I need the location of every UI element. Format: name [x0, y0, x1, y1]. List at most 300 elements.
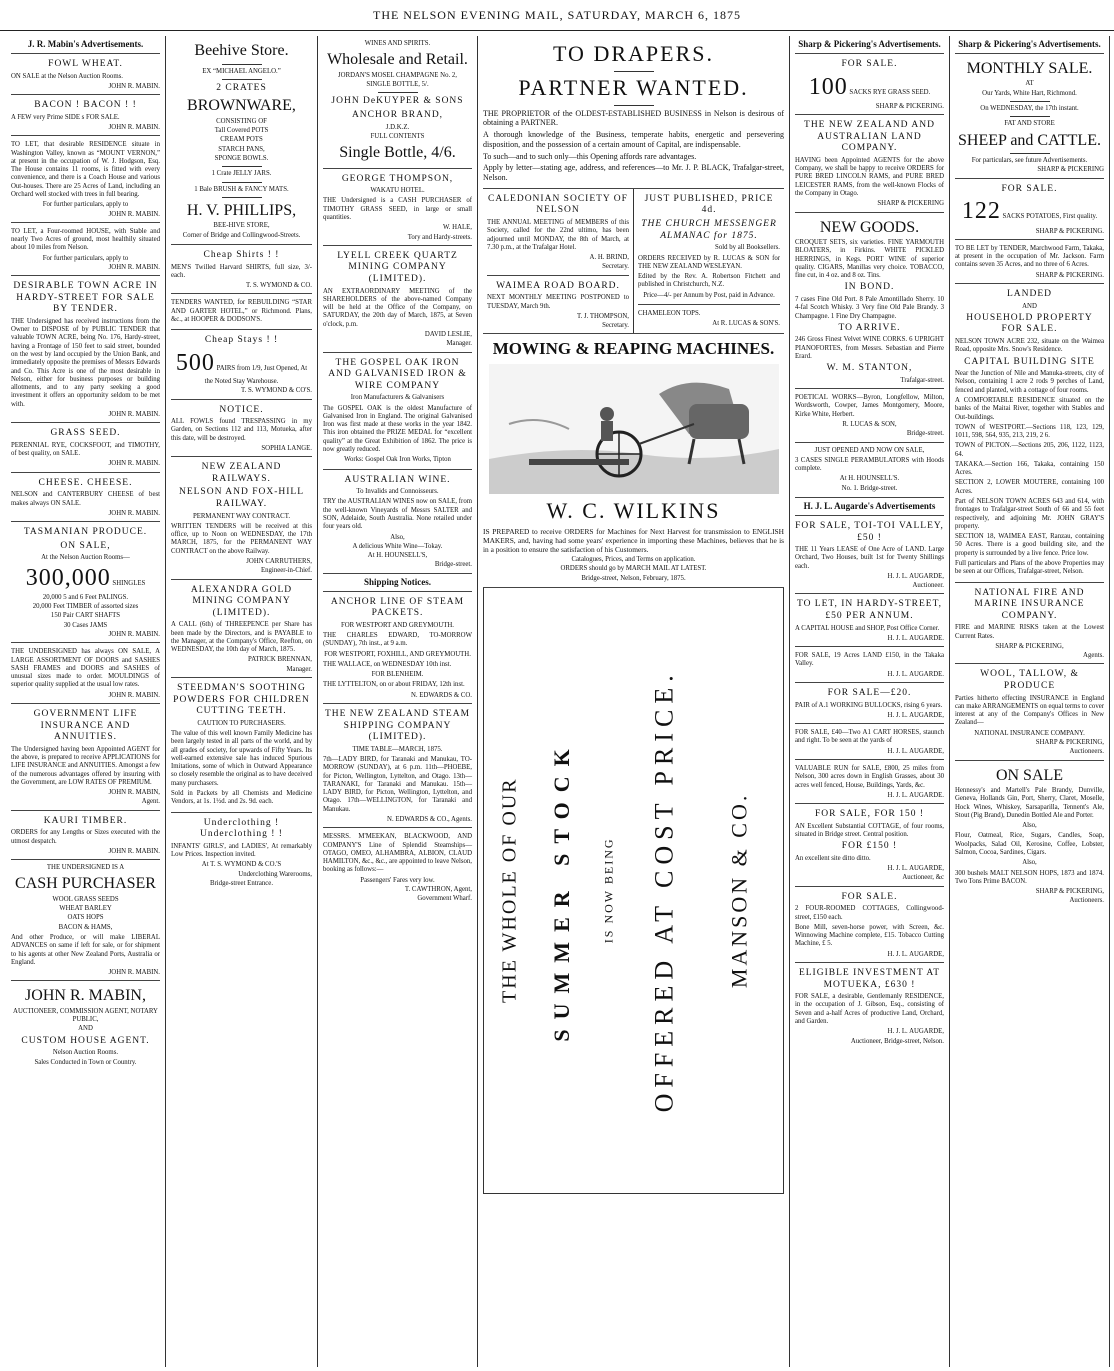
- ad-signature: H. J. L. AUGARDE,: [887, 950, 944, 958]
- ad-body: THE Undersigned is a CASH PURCHASER of TIMOTHY GRASS SEED, in large or small quantities.: [323, 197, 472, 222]
- ad-body: THE CHARLES EDWARD, TO-MORROW (SUNDAY), 7th inst., at 9 a.m.: [323, 632, 472, 648]
- ad-body: TOWN of PICTON.—Sections 205, 206, 1122, 1123, 64.: [955, 442, 1104, 458]
- ad-line: On WEDNESDAY, the 17th instant.: [980, 105, 1079, 113]
- ad-marchwood-farm: [955, 240, 1104, 284]
- ad-body: THE LYTTELTON, on or about FRIDAY, 12th inst.: [323, 681, 465, 689]
- ad-title: NEW ZEALAND RAILWAYS.: [201, 462, 282, 484]
- ad-gospel-oak: [323, 353, 472, 470]
- ad-body: Hennessy's and Martell's Pale Brandy, Dunville, Geneva, Hollands Gin, Port, Sherry, Claret, Moselle, Hock Wines, Whiskey, Sarsaparilla, Tennent's Ale, Stout (Pig Brand), Dunedin Bottled Ale and Porter.: [955, 787, 1104, 819]
- ad-fowl-wheat: [11, 54, 160, 95]
- ad-notice-fowls: [171, 400, 312, 458]
- ad-title: WAIMEA ROAD BOARD.: [496, 280, 620, 291]
- vertical-line-5: MANSON & CO.: [726, 792, 752, 989]
- ad-title: FOR SALE.: [841, 58, 898, 69]
- ad-title-big: Single Bottle, 4/6.: [339, 144, 456, 162]
- ad-signature: JOHN R. MABIN.: [108, 210, 160, 218]
- ad-body: 7th—LADY BIRD, for Taranaki and Manukau, TO-MORROW (SUNDAY), at 6 p.m. 11th—PHOEBE, for Picton, Wellington, Lyttelton, and Otago. 13th—TARANAKI, for Taranaki and Manukau. 15th—LADY BIRD, for Picton, Wellington, Lyttelton, and Otago. 17th—WELLINGTON, for Taranaki and Manukau.: [323, 756, 472, 813]
- vertical-line-3: IS NOW BEING: [601, 837, 616, 944]
- ad-signature: JOHN R. MABIN.: [108, 969, 160, 977]
- section-head: J. R. Mabin's Advertisements.: [11, 36, 160, 54]
- ad-line: 20,000 Feet TIMBER of assorted sizes: [32, 603, 139, 611]
- ad-body: An excellent site ditto ditto.: [795, 854, 871, 862]
- ad-body: IS PREPARED to receive ORDERS for Machines for Next Harvest for transmission to ENGLISH MAKERS, and, having had some years' experience in importing these Machines, believes that he is in a position to ensure the satisfaction of his Customers.: [483, 527, 784, 555]
- ad-signature: SHARP & PICKERING,: [1035, 888, 1104, 896]
- ad-body: Apply by letter—stating age, address, and references—to Mr. J. P. BLACK, Trafalgar-street, Nelson.: [483, 163, 784, 183]
- ad-line: ANCHOR BRAND,: [351, 109, 444, 120]
- ad-anchor-line: [323, 592, 472, 704]
- ad-line: WINES AND SPIRITS.: [364, 40, 431, 47]
- ad-line: FOR WESTPORT, FOXHILL, AND GREYMOUTH.: [324, 650, 471, 658]
- ad-body: Full particulars and Plans of the above Properties may be seen at our Offices, Trafalgar-street, Nelson.: [955, 560, 1104, 576]
- ad-title: CASH PURCHASER: [15, 875, 156, 893]
- column-mabin: [6, 36, 166, 1367]
- ad-signature: JOHN R. MABIN.: [108, 263, 160, 271]
- ad-body: Sold in Packets by all Chemists and Medicine Vendors, at 1s. 1½d. and 2s. 9d. each.: [171, 790, 312, 806]
- ad-subtitle: CAUTION TO PURCHASERS.: [197, 719, 286, 727]
- ad-signature: H. J. L. AUGARDE,: [887, 711, 944, 719]
- ad-monthly-sale: [955, 54, 1104, 179]
- ad-signature: At T. S. WYMOND & CO.'S: [201, 861, 282, 869]
- ad-title: ELIGIBLE INVESTMENT AT MOTUEKA, £630 !: [798, 967, 941, 990]
- ad-title-big: SHEEP and CATTLE.: [958, 131, 1101, 149]
- ad-takaka-land: [795, 647, 944, 683]
- ad-line: BEE-HIVE STORE,: [213, 222, 270, 230]
- ad-line: 20,000 5 and 6 Feet PALINGS.: [42, 593, 129, 601]
- ad-mmeekan-blackwood: [323, 828, 472, 906]
- ad-line: FULL CONTENTS: [370, 132, 425, 140]
- ad-body: NELSON and CANTERBURY CHEESE of best makes always ON SALE.: [11, 491, 160, 507]
- ad-line: OATS HOPS: [67, 914, 104, 922]
- ad-title: NEW GOODS.: [819, 218, 920, 236]
- ad-title: H. V. PHILLIPS,: [186, 201, 297, 219]
- ad-signature-role: Auctioneers.: [1069, 897, 1104, 905]
- ad-body: 300 bushels MALT NELSON HOPS, 1873 and 1874. Two Tons Prime BACON.: [955, 869, 1104, 885]
- ad-line: 2 CRATES: [216, 82, 267, 93]
- ad-body: ORDERS for any Lengths or Sizes executed with the utmost despatch.: [11, 829, 160, 845]
- ad-big-number: 100: [808, 73, 848, 100]
- ad-body: SECTION 2, LOWER MOUTERE, containing 100 Acres.: [955, 479, 1104, 495]
- ad-title: MONTHLY SALE.: [966, 59, 1093, 77]
- ad-line: SHINGLES: [112, 579, 146, 587]
- ad-signature-role: Engineer-in-Chief.: [260, 567, 312, 575]
- ad-partner-wanted: [483, 36, 784, 189]
- ad-body: AN EXTRAORDINARY MEETING of the SHAREHOLDERS of the above-named Company will be held at the Office of the Company, on SATURDAY, the 20th day of March, 1875, at Seven o'clock, p.m.: [323, 287, 472, 328]
- ad-body: A thorough knowledge of the Business, temperate habits, energetic and persevering disposition, and the possession of a certain amount of Capital, are indispensable.: [483, 130, 784, 149]
- ad-line: CREAM POTS: [220, 136, 263, 144]
- ad-note: For further particulars, apply to: [42, 254, 129, 262]
- ad-valuable-run: [795, 760, 944, 804]
- ad-landed-property: [955, 284, 1104, 583]
- ad-national-fire-marine: [955, 583, 1104, 665]
- ad-body: A FEW very Prime SIDE s FOR SALE.: [11, 113, 120, 121]
- ad-title: FOR SALE, FOR 150 !: [815, 809, 924, 820]
- vertical-line-2: SUMMER STOCK: [548, 739, 574, 1042]
- ad-signature-role: Tory and Hardy-streets.: [407, 233, 472, 241]
- ad-title: FOR SALE.: [1001, 183, 1058, 194]
- ad-to-let-house: [11, 223, 160, 276]
- section-head: Sharp & Pickering's Advertisements.: [795, 36, 944, 54]
- ad-line: WHEAT BARLEY: [59, 905, 112, 913]
- ad-signature: H. J. L. AUGARDE.: [887, 634, 944, 642]
- ad-subtitle: NELSON AND FOX-HILL RAILWAY.: [178, 487, 305, 510]
- ad-subtitle: TO ARRIVE.: [838, 322, 901, 333]
- ad-george-thompson: [323, 169, 472, 246]
- ad-line: Also,: [1022, 822, 1037, 830]
- ad-title-big: BROWNWARE,: [187, 97, 296, 115]
- ad-note: Passengers' Fares very low.: [360, 876, 435, 884]
- ad-big-number: 500: [175, 349, 215, 376]
- ad-line: AND: [1022, 302, 1037, 310]
- ad-grass-seed: [11, 423, 160, 472]
- ad-subtitle: IN BOND.: [844, 282, 895, 293]
- ad-signature: JOHN R. MABIN,: [108, 789, 160, 797]
- ad-signature-role: Manager.: [286, 665, 312, 673]
- ad-signature: JOHN R. MABIN.: [108, 691, 160, 699]
- ad-signature: SHARP & PICKERING,: [1035, 738, 1104, 746]
- ad-body: THE WALLACE, on WEDNESDAY 10th inst.: [323, 660, 452, 668]
- ad-signature-role: Agents.: [1083, 652, 1104, 660]
- ad-signature-role: Manager.: [446, 340, 472, 348]
- ad-line: CUSTOM HOUSE AGENT.: [21, 1035, 150, 1046]
- ad-cheese: [11, 473, 160, 522]
- ad-title: STEEDMAN'S SOOTHING POWDERS FOR CHILDREN CUTTING TEETH.: [173, 683, 310, 717]
- ad-body: SECTION 18, WAIMEA EAST, Ranzau, containing 50 Acres. There is a good building site, and the property is surrounded by a live fence. Price low.: [955, 533, 1104, 557]
- ad-body: The GOSPEL OAK is the oldest Manufacture of Galvanised Iron in England. The original Galvanised Iron was first made at these works in the year 1842. This iron obtained the PRIZE MEDAL for “excellent quality” at the Great Exhibition of 1862. The price is now greatly reduced.: [323, 404, 472, 453]
- ad-title: NATIONAL FIRE AND MARINE INSURANCE COMPANY.: [974, 587, 1085, 621]
- ad-title: TO LET, IN HARDY-STREET, £50 PER ANNUM.: [796, 599, 943, 622]
- ad-signature-role: No. 1. Bridge-street.: [841, 484, 898, 492]
- ad-signature: JOHN R. MABIN.: [108, 847, 160, 855]
- ad-line: STARCH PANS,: [218, 145, 265, 153]
- two-column-notices: [483, 189, 784, 335]
- ad-summer-stock: [483, 588, 784, 1194]
- ad-title: Wholesale and Retail.: [327, 51, 468, 69]
- ad-line: PERMANENT WAY CONTRACT.: [192, 512, 291, 520]
- ad-perambulators: [795, 443, 944, 498]
- ad-signature: H. J. L. AUGARDE,: [887, 747, 944, 755]
- ad-line: Tall Covered POTS: [214, 127, 269, 135]
- ad-body: CROQUET SETS, six varieties. FINE YARMOUTH BLOATERS, in Firkins. WHITE PICKLED HERRINGS, in Kegs. PORT WINE of superior quality. CIGARS, Manillas very choice. TOBACCO, fine cut, in 4 oz. and 8 oz. Tins.: [795, 239, 944, 280]
- ad-subtitle: WAKATU HOTEL.: [370, 187, 425, 195]
- ad-subtitle: ON SALE,: [60, 540, 111, 551]
- ad-government-life: [11, 704, 160, 811]
- ad-waimea-road-board: [487, 276, 629, 334]
- ad-body: NEXT MONTHLY MEETING POSTPONED to TUESDAY, March 9th.: [487, 294, 629, 310]
- ad-signature: SOPHIA LANGE.: [261, 445, 312, 453]
- ad-title: FOR SALE.: [841, 891, 898, 902]
- ad-body: FOR SALE, a desirable, Gentlemanly RESIDENCE, in the occupation of J. Gibson, Esq., consisting of Seven and a-half Acres of productive Land, Orchard, and Garden.: [795, 993, 944, 1025]
- ad-title: Underclothing ! Underclothing ! !: [200, 817, 283, 840]
- ad-body: And other Produce, or will make LIBERAL ADVANCES on same if left for sale, or for shipment to his agents at other New Zealand Ports, Australia or England.: [11, 933, 160, 966]
- ad-big-number: 122: [961, 198, 1001, 225]
- ad-title: PARTNER WANTED.: [518, 74, 749, 100]
- mowing-machine-illustration: [489, 364, 779, 494]
- ad-line: FOR BLENHEIM.: [371, 671, 424, 679]
- ad-body: Part of NELSON TOWN ACRES 643 and 614, with frontages to Trafalgar-street South of 66 and 55 feet respectively, and adjoining Mr. JOHN GRAY'S property.: [955, 498, 1104, 530]
- ad-title: TASMANIAN PRODUCE.: [23, 527, 148, 538]
- ad-body: TO LET, that desirable RESIDENCE situate in Washington Valley, known as “MOUNT VERNON,” at present in the occupation of W. J. Hodgson, Esq. The House contains 11 rooms, is fitted with every convenience, and there is a Coach House and various Out-houses. There are 25 Acres of Land, including an Orchard well stocked with trees in full bearing.: [11, 141, 160, 198]
- ad-title: LANDED: [1006, 288, 1053, 299]
- ad-body: MESSRS. M'MEEKAN, BLACKWOOD, AND COMPANY'S Line of Splendid Steamships—OTAGO, OMEO, ALHAMBRA, ALBION, CLAUD HAMILTON, &c., &c., are appointed to leave Nelson, booking as follows:—: [323, 833, 472, 874]
- ad-body: Parties hitherto effecting INSURANCE in England can make ARRANGEMENTS on equal terms to cover interest at any of the Company's Offices in New Zealand—: [955, 694, 1104, 727]
- ad-body: TAKAKA.—Section 166, Takaka, containing 150 Acres.: [955, 460, 1104, 477]
- ad-signature: W. M. STANTON,: [826, 363, 913, 374]
- ad-caledonian-society: [487, 189, 629, 276]
- ad-body: PAIR of A.1 WORKING BULLOCKS, rising 6 years.: [795, 701, 943, 709]
- ad-title: GOVERNMENT LIFE INSURANCE AND ANNUITIES.: [33, 708, 138, 743]
- ad-body: A CALL (6th) of THREEPENCE per Share has been made by the Directors, and is PAYABLE to the Manager, at the Company's Office, Reefton, on WEDNESDAY, the 10th day of March, 1875.: [171, 621, 312, 654]
- ad-signature-role: Government Wharf.: [417, 895, 472, 903]
- ad-subtitle: CAPITAL BUILDING SITE: [964, 356, 1095, 367]
- ad-line: NATIONAL INSURANCE COMPANY.: [974, 729, 1085, 737]
- ad-signature: T. S. WYMOND & CO.: [245, 282, 312, 290]
- ad-body: THE Undersigned has received instructions from the Owner to DISPOSE of by PUBLIC TENDER that valuable TOWN ACRE, being No. 176, Hardy-street, having a Frontage of 150 feet to said street, bounded on the west by land occupied by the Union Bank, and immediately opposite the premises of Messrs Edwards and Co. This Acre is one of the most desirable in Nelson, either for business purposes or building allotments, and to any party seeking a good investment it offers an opportunity seldom to be met with.: [11, 317, 160, 408]
- ad-new-goods: [795, 213, 944, 390]
- ad-body: 246 Gross Finest Velvet WINE CORKS. 6 UPRIGHT PIANOFORTES, from Messrs. Sebastian and Pierre Erard.: [795, 336, 944, 360]
- ad-signature: N. EDWARDS & CO., Agents.: [387, 816, 472, 824]
- ad-title: THE GOSPEL OAK IRON AND GALVANISED IRON & WIRE COMPANY: [328, 357, 467, 391]
- ad-title: JUST PUBLISHED, PRICE 4d.: [644, 193, 774, 216]
- ad-signature: T. S. WYMOND & CO'S.: [240, 387, 312, 395]
- ad-title: TO DRAPERS.: [553, 41, 714, 66]
- ad-signature: At R. LUCAS & SON'S.: [712, 320, 780, 328]
- ad-title: THE NEW ZEALAND STEAM SHIPPING COMPANY (LIMITED).: [324, 709, 471, 743]
- ad-underclothing: [171, 813, 312, 893]
- ad-signature: JOHN R. MABIN.: [108, 411, 160, 419]
- ad-line: Sales Conducted in Town or Country.: [34, 1058, 137, 1066]
- ad-title: FOR SALE, TOI-TOI VALLEY, £50 !: [795, 520, 944, 543]
- ad-chameleon-tops: [638, 305, 780, 332]
- ad-line: CONSISTING OF: [216, 117, 267, 125]
- ad-body: 2 FOUR-ROOMED COTTAGES, Collingwood-street, £150 each.: [795, 905, 944, 921]
- ad-signature: R. LUCAS & SON,: [842, 420, 897, 428]
- ad-nz-steam-shipping: [323, 704, 472, 828]
- ad-line: FOR WESTPORT AND GREYMOUTH.: [340, 621, 454, 629]
- ad-title: BACON ! BACON ! !: [34, 100, 137, 111]
- ad-title: Cheap Stays ! !: [204, 335, 279, 346]
- ad-body: PAIRS from 1/9, Just Opened, At the Noted Stay Warehouse.: [204, 364, 308, 386]
- ad-title: FOWL WHEAT.: [48, 58, 123, 69]
- ad-signature: H. J. L. AUGARDE,: [887, 572, 944, 580]
- ad-signature: JOHN R. MABIN.: [108, 460, 160, 468]
- ad-body: Edited by the Rev. A. Robertson Fitchett and published in Christchurch, N.Z.: [638, 273, 780, 289]
- ad-signature: JOHN R. MABIN.: [108, 630, 160, 638]
- ad-title: CHEESE. CHEESE.: [38, 477, 133, 488]
- ad-signature: H. J. L. AUGARDE.: [887, 791, 944, 799]
- ad-signature: SHARP & PICKERING.: [875, 102, 944, 110]
- ad-signature-role: Agent.: [141, 798, 160, 806]
- ad-body: SACKS RYE GRASS SEED.: [849, 88, 931, 96]
- ad-body: VALUABLE RUN for SALE, £800, 25 miles from Nelson, 300 acres down in English Grasses, about 30 acres well fenced, House, Buildings, Yards, &c.: [795, 765, 944, 789]
- ad-body: POETICAL WORKS—Byron, Longfellow, Milton, Wordsworth, Cowper, James Montgomery, Moore, Kirke White, Herbert.: [795, 394, 944, 418]
- section-head: H. J. L. Augarde's Advertisements: [795, 498, 944, 516]
- ad-title: FOR SALE—£20.: [827, 688, 912, 699]
- ad-line: Catalogues, Prices, and Terms on application.: [571, 556, 696, 564]
- ad-signature: H. J. L. AUGARDE.: [887, 670, 944, 678]
- ad-body: THE PROPRIETOR of the OLDEST-ESTABLISHED BUSINESS in Nelson is desirous of obtaining a PARTNER.: [483, 108, 784, 128]
- ad-title: MOWING & REAPING MACHINES.: [492, 339, 775, 359]
- ad-signature: At H. HOUNSELL'S,: [367, 552, 428, 560]
- ad-cheap-shirts: [171, 245, 312, 294]
- ad-signature-role: Bridge-street.: [434, 561, 472, 569]
- ad-body: ALL FOWLS found TRESPASSING in my Garden, on Sections 112 and 113, Motueka, after this date, will be destroyed.: [171, 418, 312, 442]
- ad-signature: At H. HOUNSELL'S.: [839, 475, 900, 483]
- ad-body: A CAPITAL HOUSE and SHOP, Post Office Corner.: [795, 624, 940, 632]
- ad-cart-horses: [795, 724, 944, 760]
- ad-signature: SHARP & PICKERING: [877, 200, 944, 208]
- column-sharp-augarde: [790, 36, 950, 1367]
- ad-signature: JOHN CARRUTHERS,: [246, 558, 312, 566]
- ad-line: Corner of Bridge and Collingwood-Streets.: [182, 231, 301, 239]
- ad-mowing-reaping: [483, 334, 784, 588]
- ad-note: For further particulars, apply to: [42, 201, 129, 209]
- ad-line: Our Yards, White Hart, Richmond.: [982, 89, 1077, 97]
- ad-line: 1 Bale BRUSH & FANCY MATS.: [194, 185, 289, 193]
- ad-line: EX “MICHAEL ANGELO.”: [202, 67, 281, 75]
- ad-title: LYELL CREEK QUARTZ MINING COMPANY (LIMITED).: [337, 250, 458, 285]
- ad-cottages-bone-mill: [795, 887, 944, 963]
- ad-body: To such—and to such only—this Opening affords rare advantages.: [483, 151, 697, 161]
- ad-body: FOR SALE, £40—Two A1 CART HORSES, staunch and right. To be seen at the yards of: [795, 729, 944, 745]
- ad-body: NELSON TOWN ACRE 232, situate on the Waimea Road, opposite Mrs. Snow's Residence.: [955, 337, 1104, 354]
- ad-steedmans-powders: [171, 678, 312, 813]
- ad-body: ORDERS RECEIVED by R. LUCAS & SON for THE NEW ZEALAND WESLEYAN.: [638, 254, 780, 270]
- ad-title: ANCHOR LINE OF STEAM PACKETS.: [330, 596, 465, 619]
- ad-signature-role: Bridge-street Entrance.: [209, 879, 274, 887]
- ad-title: ON SALE: [995, 766, 1064, 784]
- ad-title-big: THE CHURCH MESSENGER ALMANAC for 1875.: [641, 219, 777, 241]
- ad-body: THE ANNUAL MEETING of MEMBERS of this Society, called for the 22nd ultimo, has been adjourned until MONDAY, the 8th of March, at 7.30 p.m., at the Trafalgar Hotel.: [487, 219, 629, 251]
- ad-title: THE NEW ZEALAND AND AUSTRALIAN LAND COMPANY.: [804, 120, 935, 154]
- ad-kauri-timber: [11, 811, 160, 860]
- ad-line: AUCTIONEER, COMMISSION AGENT, NOTARY PUBLIC,: [13, 1007, 158, 1024]
- ad-signature-role: Underclothing Warerooms,: [238, 870, 312, 878]
- ad-title: JOHN R. MABIN,: [25, 987, 146, 1005]
- ad-signature: A. H. BRIND,: [589, 254, 629, 262]
- ad-body: SACKS POTATOES, First quality.: [1002, 213, 1098, 221]
- ad-hardy-street-let: [795, 594, 944, 647]
- ad-body: TOWN of WESTPORT.—Sections 118, 123, 129, 1011, 598, 564, 935, 213, 219, 2 6.: [955, 423, 1104, 440]
- ad-line: SINGLE BOTTLE, 5/.: [366, 81, 429, 89]
- ad-body: A COMFORTABLE RESIDENCE situated on the banks of the Maitai River, together with Stables and Out-buildings.: [955, 396, 1104, 421]
- ad-signature: DAVID LESLIE,: [424, 331, 472, 338]
- ad-signature-role: Bridge-street.: [906, 430, 944, 438]
- ad-subtitle: TIME TABLE—MARCH, 1875.: [352, 745, 443, 753]
- ad-body: Flour, Oatmeal, Rice, Sugars, Candles, Soap, Woolpacks, Salad Oil, Kerosine, Coffee, Lobster, Salmon, Cocoa, Sardines, Cigars.: [955, 832, 1104, 857]
- ad-subtitle: FOR £150 !: [841, 841, 898, 852]
- ad-subtitle: To Invalids and Connoisseurs.: [356, 488, 439, 496]
- ad-line: THE UNDERSIGNED IS A: [46, 864, 125, 872]
- ad-body: AN Excellent Substantial COTTAGE, of four rooms, situated in Bridge street. Central position.: [795, 822, 944, 839]
- ad-title: HOUSEHOLD PROPERTY FOR SALE.: [966, 312, 1093, 335]
- ad-signature: JOHN R. MABIN.: [108, 509, 160, 517]
- ad-title: JUST OPENED AND NOW ON SALE,: [814, 446, 925, 454]
- ad-signature: PATRICK BRENNAN,: [248, 656, 312, 664]
- column-drapers-machines: [478, 36, 790, 1367]
- ad-cash-purchaser: [11, 860, 160, 981]
- ad-body: 7 cases Fine Old Port. 8 Pale Amontillado Sherry. 10 4-fal Scotch Whisky. 3 Very fine Old Pale Brandy. 3 Champagne. 1 Fine Dry Champagne.: [795, 296, 944, 320]
- ad-signature-role: Auctioneer.: [912, 582, 944, 590]
- ad-line: Also,: [1022, 859, 1037, 867]
- ad-title: ALEXANDRA GOLD MINING COMPANY (LIMITED).: [190, 584, 293, 618]
- ad-signature-role: Secretary.: [602, 263, 629, 271]
- ad-line: Price—4/- per Annum by Post, paid in Advance.: [643, 291, 775, 299]
- ad-line: Nelson Auction Rooms.: [52, 1049, 119, 1057]
- ad-line: 30 Cases JAMS: [63, 621, 108, 629]
- ad-title: AUSTRALIAN WINE.: [344, 474, 451, 485]
- ad-body: FOR SALE, 19 Acres LAND £150, in the Takaka Valley.: [795, 652, 944, 668]
- vertical-line-1: THE WHOLE OF OUR: [498, 777, 521, 1004]
- ad-body: CHAMELEON TOPS.: [638, 309, 701, 317]
- ad-signature: SHARP & PICKERING.: [1035, 271, 1104, 279]
- ad-body: TO LET, a Four-roomed HOUSE, with Stable and nearly Two Acres of ground, most healthily situated about 10 miles from Nelson.: [11, 227, 160, 252]
- ad-line: At the Nelson Auction Rooms—: [41, 554, 130, 562]
- ad-wines-spirits: [323, 36, 472, 169]
- ad-body: FIRE and MARINE RISKS taken at the Lowest Current Rates.: [955, 624, 1104, 640]
- ad-body: TO BE LET by TENDER, Marchwood Farm, Takaka, at present in the occupation of Mr. Jackson. Farm contains seven 35 Acres, and no three of 6 Acres.: [955, 244, 1104, 269]
- ad-line: BACON & HAMS,: [58, 923, 113, 931]
- ad-line: JOHN DeKUYPER & SONS: [331, 96, 464, 107]
- ad-body: WRITTEN TENDERS will be received at this office, up to Noon on WEDNESDAY, the 17th MARCH, 1875, for the PERMANENT WAY CONTRACT on the above Railway.: [171, 522, 312, 555]
- ad-bacon: [11, 95, 160, 136]
- ad-body: MEN'S Twilled Harvard SHIRTS, full size, 3/- each.: [171, 263, 312, 279]
- ad-motueka-investment: [795, 963, 944, 1049]
- ad-doors-sashes: [11, 643, 160, 704]
- ad-signature: T. J. THOMPSON,: [576, 312, 629, 320]
- ad-to-let-mount-vernon: [11, 136, 160, 223]
- ad-title: KAURI TIMBER.: [43, 815, 128, 826]
- ad-body: Bone Mill, seven-horse power, with Screen, &c. Winnowing Machine complete, £15. Tobacco Cutting Machine, £ 5.: [795, 923, 944, 948]
- header-title: THE NELSON EVENING MAIL, SATURDAY, MARCH 6, 1875: [372, 8, 741, 22]
- ad-beehive-store: [171, 36, 312, 245]
- ad-signature: H. J. L. AUGARDE,: [887, 1028, 944, 1036]
- ad-on-sale-spirits: [955, 761, 1104, 909]
- ad-signature: JOHN R. MABIN.: [108, 123, 160, 131]
- ad-poetical-works: [795, 389, 944, 442]
- ad-alexandra-mining: [171, 580, 312, 678]
- ad-signature-role: Auctioneer, &c: [902, 874, 944, 882]
- ad-rye-grass: [795, 54, 944, 115]
- ad-title: Cheap Shirts ! !: [203, 249, 280, 260]
- ad-nz-australian-land: [795, 115, 944, 212]
- ad-line: WOOL GRASS SEEDS: [52, 895, 119, 903]
- ad-body: THE UNDERSIGNED has always ON SALE, A LARGE ASSORTMENT OF DOORS and SASHES SASH FRAMES and DOORS and SASHES of unusual sizes made to order. MOULDINGS of superior quality supplied at the usual low rates.: [11, 648, 160, 689]
- ad-tenders-wanted: [171, 294, 312, 330]
- ad-line: Sold by all Booksellers.: [715, 244, 780, 252]
- ad-title: WOOL, TALLOW, & PRODUCE: [980, 669, 1079, 691]
- ad-signature: JOHN R. MABIN.: [108, 82, 160, 90]
- ad-body: PERENNIAL RYE, COCKSFOOT, and TIMOTHY, of best quality, on SALE.: [11, 441, 160, 458]
- ad-signature: H. J. L. AUGARDE,: [887, 865, 944, 873]
- ad-line: A delicious White Wine—Tokay.: [352, 542, 443, 550]
- ad-line: Bridge-street, Nelson, February, 1875.: [581, 574, 686, 582]
- ad-signature-role: Auctioneer, Bridge-street, Nelson.: [850, 1037, 944, 1045]
- ad-note: For particulars, see future Advertisements.: [971, 157, 1088, 165]
- ad-australian-wine: [323, 470, 472, 574]
- ad-title: CALEDONIAN SOCIETY OF NELSON: [488, 193, 628, 216]
- ad-body: Near the Junction of Nile and Manuka-streets, city of Nelson, containing 1 acre 2 rods 9 perches of Land, fenced and planted, with a cottage of four rooms.: [955, 370, 1104, 394]
- ad-subtitle: Iron Manufacturers & Galvanisers: [350, 394, 445, 402]
- ad-body: HAVING been Appointed AGENTS for the above Company, we shall be happy to receive ORDERS for PURE BRED LINCOLN RAMS, and PURE BRED LEICESTER RAMS, from the well-known Flocks of the Company in Otago.: [795, 156, 944, 197]
- ad-potatoes: [955, 179, 1104, 240]
- ad-title: DESIRABLE TOWN ACRE IN HARDY-STREET FOR SALE BY TENDER.: [13, 281, 158, 315]
- ad-church-messenger: [638, 189, 780, 305]
- ad-line: SPONGE BOWLS.: [214, 155, 269, 163]
- ad-bullocks: [795, 683, 944, 724]
- ad-body: The value of this well known Family Medicine has been largely tested in all parts of the world, and by all grades of society, for upwards of Fifty Years. Its well-earned extensive sale has induced Spurious Imitations, some of which in Outward Appearance so closely resemble the original as to have deceived many purchasers.: [171, 730, 312, 787]
- ad-title: GRASS SEED.: [50, 428, 121, 439]
- ad-title: W. C. WILKINS: [546, 498, 721, 524]
